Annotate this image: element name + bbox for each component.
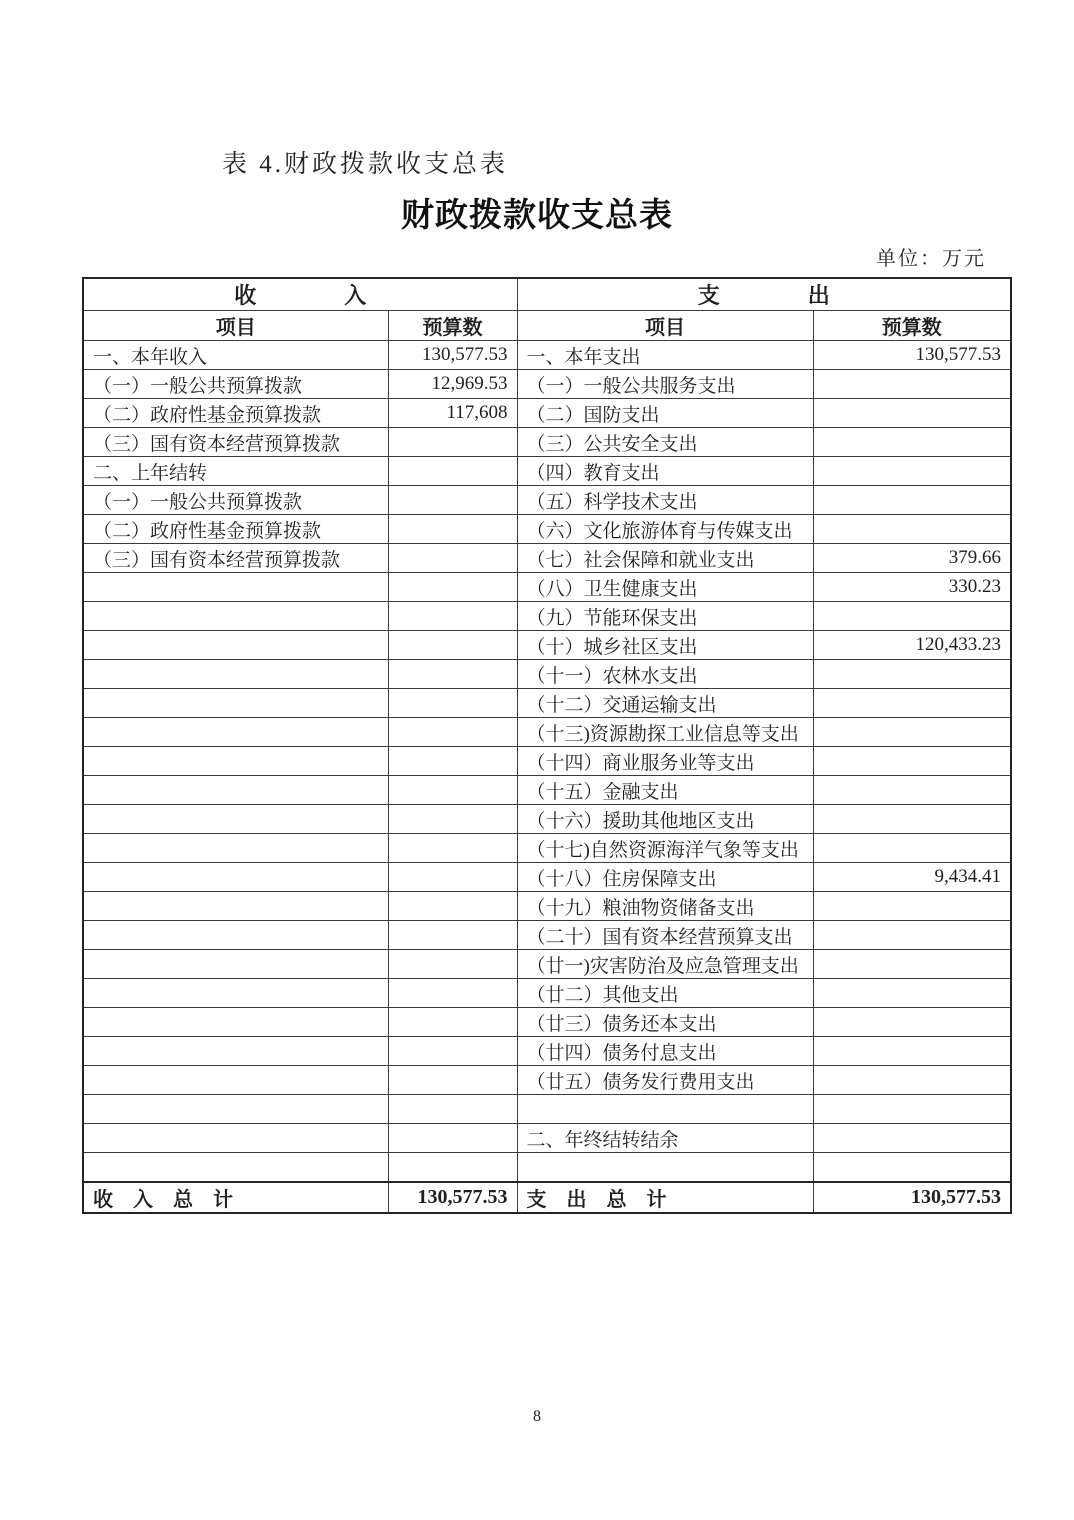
- table-row: [83, 805, 1011, 834]
- expense-item-cell: （十）城乡社区支出: [517, 631, 813, 660]
- total-row: [83, 1182, 1011, 1213]
- expense-item-cell: （十七)自然资源海洋气象等支出: [517, 834, 813, 863]
- income-item-column-header: 项目: [83, 311, 388, 341]
- income-value-cell: [388, 660, 517, 689]
- table-row: [83, 486, 1011, 515]
- income-item-cell: [83, 718, 388, 747]
- expense-item-cell: [517, 1095, 813, 1124]
- income-value-cell: [388, 602, 517, 631]
- table-row: [83, 544, 1011, 573]
- expense-item-cell: （七）社会保障和就业支出: [517, 544, 813, 573]
- expense-item-cell: （八）卫生健康支出: [517, 573, 813, 602]
- income-item-cell: 一、本年收入: [83, 341, 388, 370]
- expense-value-cell: [813, 1153, 1011, 1182]
- expense-item-cell: （十五）金融支出: [517, 776, 813, 805]
- expense-value-cell: [813, 457, 1011, 486]
- income-value-cell: [388, 544, 517, 573]
- income-value-cell: [388, 1037, 517, 1066]
- income-item-cell: （一）一般公共预算拨款: [83, 486, 388, 515]
- budget-table: [82, 277, 1012, 1214]
- expense-value-cell: [813, 1037, 1011, 1066]
- expense-item-cell: 二、年终结转结余: [517, 1124, 813, 1153]
- table-row: [83, 747, 1011, 776]
- expense-budget-column-header: 预算数: [813, 311, 1011, 341]
- expense-item-cell: （九）节能环保支出: [517, 602, 813, 631]
- income-item-cell: [83, 747, 388, 776]
- expense-value-cell: [813, 921, 1011, 950]
- table-row: [83, 834, 1011, 863]
- expense-item-cell: （四）教育支出: [517, 457, 813, 486]
- expense-value-cell: 379.66: [813, 544, 1011, 573]
- expense-value-cell: [813, 950, 1011, 979]
- expense-value-cell: [813, 399, 1011, 428]
- expense-item-cell: （廿三）债务还本支出: [517, 1008, 813, 1037]
- income-item-cell: [83, 979, 388, 1008]
- expense-item-cell: （六）文化旅游体育与传媒支出: [517, 515, 813, 544]
- expense-item-cell: （五）科学技术支出: [517, 486, 813, 515]
- income-item-cell: [83, 921, 388, 950]
- table-row: [83, 921, 1011, 950]
- expense-item-cell: （十八）住房保障支出: [517, 863, 813, 892]
- income-value-cell: [388, 428, 517, 457]
- column-header-row: [83, 311, 1011, 341]
- income-value-cell: [388, 805, 517, 834]
- table-row: [83, 1095, 1011, 1124]
- expense-item-cell: （廿二）其他支出: [517, 979, 813, 1008]
- income-value-cell: [388, 457, 517, 486]
- expense-value-cell: [813, 718, 1011, 747]
- income-value-cell: 117,608: [388, 399, 517, 428]
- expense-value-cell: [813, 1124, 1011, 1153]
- income-total-label: 收 入 总 计: [83, 1182, 388, 1213]
- income-item-cell: [83, 631, 388, 660]
- income-value-cell: [388, 979, 517, 1008]
- income-value-cell: [388, 515, 517, 544]
- expense-item-cell: （二）国防支出: [517, 399, 813, 428]
- expense-value-cell: [813, 602, 1011, 631]
- table-row: [83, 341, 1011, 370]
- income-item-cell: 二、上年结转: [83, 457, 388, 486]
- income-value-cell: [388, 1153, 517, 1182]
- income-value-cell: [388, 1124, 517, 1153]
- income-item-cell: [83, 1037, 388, 1066]
- table-row: [83, 1008, 1011, 1037]
- table-row: [83, 399, 1011, 428]
- table-row: [83, 428, 1011, 457]
- table-row: [83, 1037, 1011, 1066]
- expense-value-cell: [813, 515, 1011, 544]
- income-item-cell: [83, 1153, 388, 1182]
- income-item-cell: [83, 573, 388, 602]
- income-value-cell: [388, 573, 517, 602]
- income-item-cell: （一）一般公共预算拨款: [83, 370, 388, 399]
- income-item-cell: [83, 1066, 388, 1095]
- income-item-cell: [83, 689, 388, 718]
- expense-value-cell: [813, 660, 1011, 689]
- expense-value-cell: [813, 428, 1011, 457]
- income-value-cell: [388, 1095, 517, 1124]
- income-value-cell: [388, 834, 517, 863]
- table-row: [83, 863, 1011, 892]
- expense-value-cell: [813, 747, 1011, 776]
- income-item-cell: [83, 892, 388, 921]
- expense-value-cell: [813, 1095, 1011, 1124]
- page-title: 财政拨款收支总表: [401, 196, 673, 233]
- income-value-cell: [388, 486, 517, 515]
- expense-item-cell: （三）公共安全支出: [517, 428, 813, 457]
- expense-item-cell: （十一）农林水支出: [517, 660, 813, 689]
- expense-item-cell: 一、本年支出: [517, 341, 813, 370]
- income-value-cell: [388, 631, 517, 660]
- expense-item-cell: （十九）粮油物资储备支出: [517, 892, 813, 921]
- expense-value-cell: [813, 979, 1011, 1008]
- income-item-cell: [83, 660, 388, 689]
- table-row: [83, 950, 1011, 979]
- income-item-cell: [83, 602, 388, 631]
- income-item-cell: [83, 1008, 388, 1037]
- expense-value-cell: 330.23: [813, 573, 1011, 602]
- income-budget-column-header: 预算数: [388, 311, 517, 341]
- expense-item-cell: （廿五）债务发行费用支出: [517, 1066, 813, 1095]
- expense-value-cell: [813, 805, 1011, 834]
- expense-value-cell: [813, 486, 1011, 515]
- expense-value-cell: [813, 776, 1011, 805]
- expense-value-cell: [813, 1066, 1011, 1095]
- income-value-cell: 12,969.53: [388, 370, 517, 399]
- expense-value-cell: 9,434.41: [813, 863, 1011, 892]
- table-row: [83, 718, 1011, 747]
- table-row: [83, 892, 1011, 921]
- table-row: [83, 979, 1011, 1008]
- group-header-row: [83, 278, 1011, 311]
- income-value-cell: [388, 892, 517, 921]
- income-item-cell: （三）国有资本经营预算拨款: [83, 544, 388, 573]
- table-row: [83, 776, 1011, 805]
- table-row: [83, 660, 1011, 689]
- income-value-cell: [388, 1066, 517, 1095]
- expense-item-cell: （廿四）债务付息支出: [517, 1037, 813, 1066]
- expense-item-cell: （十四）商业服务业等支出: [517, 747, 813, 776]
- page-number: 8: [533, 1408, 541, 1425]
- expense-total-label: 支 出 总 计: [517, 1182, 813, 1213]
- expense-item-cell: [517, 1153, 813, 1182]
- income-value-cell: [388, 1008, 517, 1037]
- table-row: [83, 631, 1011, 660]
- income-item-cell: [83, 1124, 388, 1153]
- expense-item-cell: （十六）援助其他地区支出: [517, 805, 813, 834]
- income-item-cell: [83, 776, 388, 805]
- income-value-cell: [388, 950, 517, 979]
- expense-value-cell: [813, 892, 1011, 921]
- unit-label: 单位：万元: [876, 248, 986, 270]
- income-item-cell: [83, 805, 388, 834]
- table-row: [83, 689, 1011, 718]
- expense-item-cell: （十三)资源勘探工业信息等支出: [517, 718, 813, 747]
- income-group-header: 收 入: [83, 278, 517, 311]
- expense-value-cell: [813, 370, 1011, 399]
- income-item-cell: [83, 950, 388, 979]
- income-item-cell: [83, 863, 388, 892]
- table-row: [83, 1153, 1011, 1182]
- table-caption-label: 表 4.财政拨款收支总表: [222, 151, 509, 178]
- expense-value-cell: [813, 1008, 1011, 1037]
- income-value-cell: [388, 921, 517, 950]
- income-value-cell: 130,577.53: [388, 341, 517, 370]
- income-item-cell: [83, 1095, 388, 1124]
- table-row: [83, 1124, 1011, 1153]
- income-value-cell: [388, 747, 517, 776]
- table-row: [83, 457, 1011, 486]
- income-value-cell: [388, 863, 517, 892]
- table-row: [83, 573, 1011, 602]
- expense-value-cell: 120,433.23: [813, 631, 1011, 660]
- income-item-cell: （二）政府性基金预算拨款: [83, 399, 388, 428]
- table-row: [83, 370, 1011, 399]
- income-value-cell: [388, 689, 517, 718]
- expense-item-cell: （廿一)灾害防治及应急管理支出: [517, 950, 813, 979]
- income-item-cell: （三）国有资本经营预算拨款: [83, 428, 388, 457]
- income-item-cell: （二）政府性基金预算拨款: [83, 515, 388, 544]
- expense-item-cell: （一）一般公共服务支出: [517, 370, 813, 399]
- income-item-cell: [83, 834, 388, 863]
- expense-value-cell: [813, 689, 1011, 718]
- table-row: [83, 602, 1011, 631]
- expense-value-cell: [813, 834, 1011, 863]
- expense-item-cell: （二十）国有资本经营预算支出: [517, 921, 813, 950]
- table-row: [83, 1066, 1011, 1095]
- expense-item-column-header: 项目: [517, 311, 813, 341]
- expense-group-header: 支 出: [517, 278, 1011, 311]
- expense-total-value: 130,577.53: [813, 1182, 1011, 1213]
- income-total-value: 130,577.53: [388, 1182, 517, 1213]
- income-value-cell: [388, 718, 517, 747]
- income-value-cell: [388, 776, 517, 805]
- table-row: [83, 515, 1011, 544]
- expense-value-cell: 130,577.53: [813, 341, 1011, 370]
- expense-item-cell: （十二）交通运输支出: [517, 689, 813, 718]
